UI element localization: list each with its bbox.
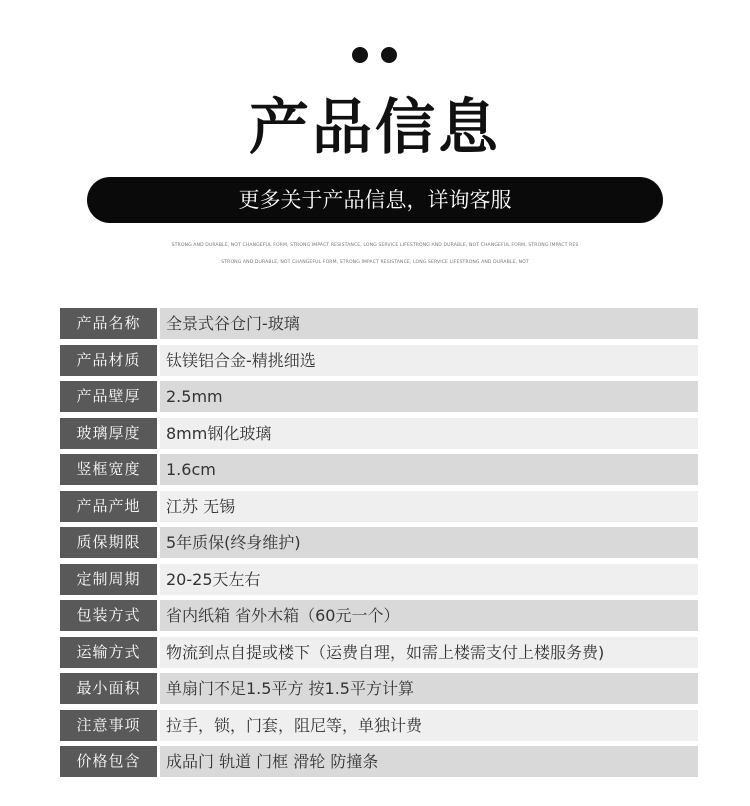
spec-label: 产品名称 <box>60 308 157 339</box>
spec-value: 省内纸箱 省外木箱（60元一个） <box>160 600 698 631</box>
spec-value: 江苏 无锡 <box>160 491 698 522</box>
spec-table <box>60 308 698 783</box>
spec-row <box>60 746 698 777</box>
spec-value: 5年质保(终身维护) <box>160 527 698 558</box>
spec-label: 竖框宽度 <box>60 454 157 485</box>
dot-icon <box>381 47 397 63</box>
page-title: 产品信息 <box>249 93 501 163</box>
fine-print-line-1: STRONG AND DURABLE, NOT CHANGEFUL FORM, STRONG IMPACT RESISTANCE, LONG SERVICE LIFESTRONG AND DURABLE, NOT CHANGEFUL FORM, STRONG IMPACT RES <box>171 243 579 248</box>
spec-value: 1.6cm <box>160 454 698 485</box>
spec-value: 全景式谷仓门-玻璃 <box>160 308 698 339</box>
spec-row <box>60 345 698 376</box>
spec-value: 钛镁铝合金-精挑细选 <box>160 345 698 376</box>
spec-row <box>60 454 698 485</box>
spec-row <box>60 527 698 558</box>
spec-row <box>60 381 698 412</box>
spec-label: 价格包含 <box>60 746 157 777</box>
decorative-dots <box>352 47 398 63</box>
fine-print-line-2: STRONG AND DURABLE, NOT CHANGEFUL FORM, STRONG IMPACT RESISTANCE, LONG SERVICE LIFESTRONG AND DURABLE, NOT <box>221 260 529 265</box>
spec-value: 单扇门不足1.5平方 按1.5平方计算 <box>160 673 698 704</box>
spec-label: 玻璃厚度 <box>60 418 157 449</box>
spec-row <box>60 308 698 339</box>
spec-value: 20-25天左右 <box>160 564 698 595</box>
spec-label: 质保期限 <box>60 527 157 558</box>
spec-label: 产品壁厚 <box>60 381 157 412</box>
dot-icon <box>352 47 368 63</box>
spec-row <box>60 491 698 522</box>
spec-row <box>60 710 698 741</box>
spec-label: 运输方式 <box>60 637 157 668</box>
contact-banner: 更多关于产品信息，详询客服 <box>87 177 663 223</box>
spec-value: 物流到点自提或楼下（运费自理，如需上楼需支付上楼服务费) <box>160 637 698 668</box>
spec-row <box>60 600 698 631</box>
spec-label: 产品材质 <box>60 345 157 376</box>
spec-label: 注意事项 <box>60 710 157 741</box>
spec-row <box>60 564 698 595</box>
spec-label: 最小面积 <box>60 673 157 704</box>
spec-value: 8mm钢化玻璃 <box>160 418 698 449</box>
spec-label: 包装方式 <box>60 600 157 631</box>
spec-value: 拉手，锁，门套，阻尼等，单独计费 <box>160 710 698 741</box>
spec-value: 成品门 轨道 门框 滑轮 防撞条 <box>160 746 698 777</box>
spec-value: 2.5mm <box>160 381 698 412</box>
spec-label: 产品产地 <box>60 491 157 522</box>
spec-row <box>60 418 698 449</box>
spec-row <box>60 637 698 668</box>
spec-label: 定制周期 <box>60 564 157 595</box>
spec-row <box>60 673 698 704</box>
